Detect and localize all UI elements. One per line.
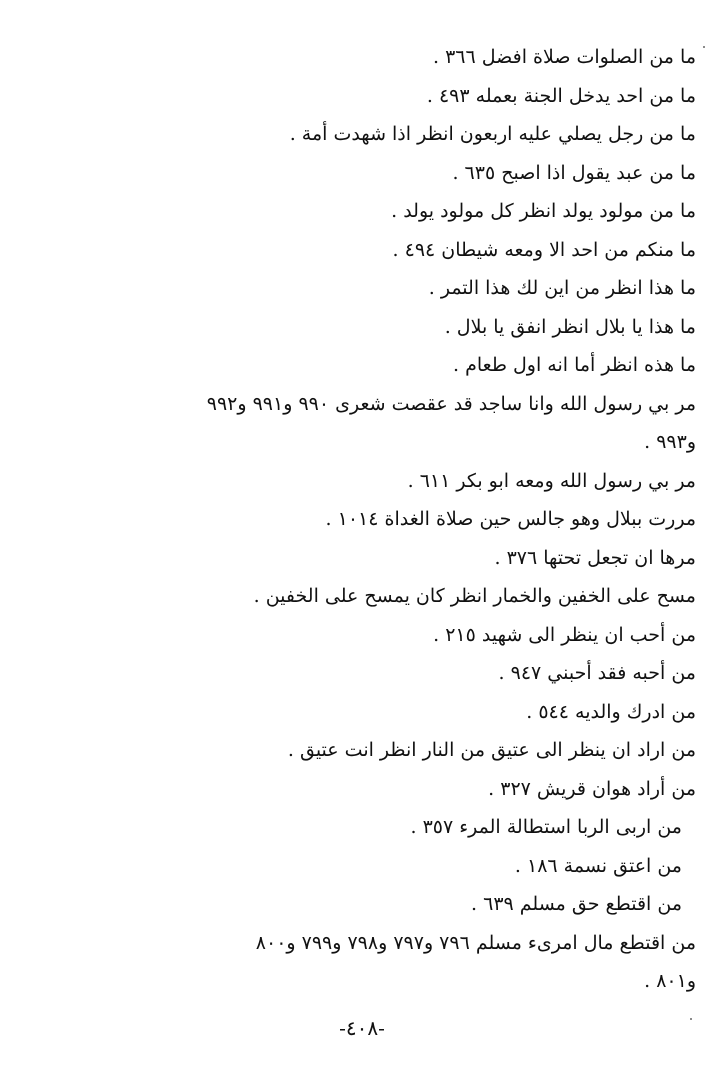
page-number: -٤٠٨- <box>339 1016 385 1040</box>
index-entry: من اعتق نسمة ١٨٦ . <box>514 854 682 877</box>
index-entry: من أراد هوان قريش ٣٢٧ . <box>488 777 696 800</box>
scan-speck <box>703 46 705 48</box>
index-entry: ما من عبد يقول اذا اصبح ٦٣٥ . <box>452 161 696 184</box>
index-entry: ما هذه انظر أما انه اول طعام . <box>453 354 696 376</box>
index-entry: من أحبه فقد أحبني ٩٤٧ . <box>498 662 696 684</box>
index-entry: من اربى الربا استطالة المرء ٣٥٧ . <box>410 816 682 838</box>
index-entry-list <box>106 38 696 1001</box>
index-entry: ما من رجل يصلي عليه اربعون انظر اذا شهدت أمة . <box>289 123 696 145</box>
index-entry: ما هذا يا بلال انظر انفق يا بلال . <box>444 315 696 338</box>
index-entry: مررت ببلال وهو جالس حين صلاة الغداة ١٠١٤ . <box>325 508 696 530</box>
index-entry: ما هذا انظر من اين لك هذا التمر . <box>428 277 696 299</box>
index-entry: ما من الصلوات صلاة افضل ٣٦٦ . <box>433 46 696 68</box>
index-entry: مر بي رسول الله وانا ساجد قد عقصت شعرى ٩٩٠ و٩٩١ و٩٩٢ <box>206 392 696 415</box>
index-entry-continuation: و٩٩٣ . <box>644 431 696 453</box>
scan-speck <box>690 1018 692 1020</box>
index-entry: مرها ان تجعل تحتها ٣٧٦ . <box>494 546 696 569</box>
index-entry: مر بي رسول الله ومعه ابو بكر ٦١١ . <box>407 469 696 492</box>
index-entry: من اقتطع حق مسلم ٦٣٩ . <box>471 893 682 915</box>
index-entry: مسح على الخفين والخمار انظر كان يمسح على الخفين . <box>253 585 696 607</box>
index-entry: من ادرك والديه ٥٤٤ . <box>526 700 696 723</box>
index-entry: ما من مولود يولد انظر كل مولود يولد . <box>391 200 696 222</box>
index-entry-continuation: و٨٠١ . <box>644 970 696 992</box>
index-entry: ما منكم من احد الا ومعه شيطان ٤٩٤ . <box>392 238 696 261</box>
index-entry: من أحب ان ينظر الى شهيد ٢١٥ . <box>433 623 696 646</box>
index-entry: من اراد ان ينظر الى عتيق من النار انظر انت عتيق . <box>287 739 696 761</box>
index-entry: من اقتطع مال امرىء مسلم ٧٩٦ و٧٩٧ و٧٩٨ و٧٩٩ و٨٠٠ <box>255 931 696 954</box>
index-entry: ما من احد يدخل الجنة بعمله ٤٩٣ . <box>426 84 696 107</box>
